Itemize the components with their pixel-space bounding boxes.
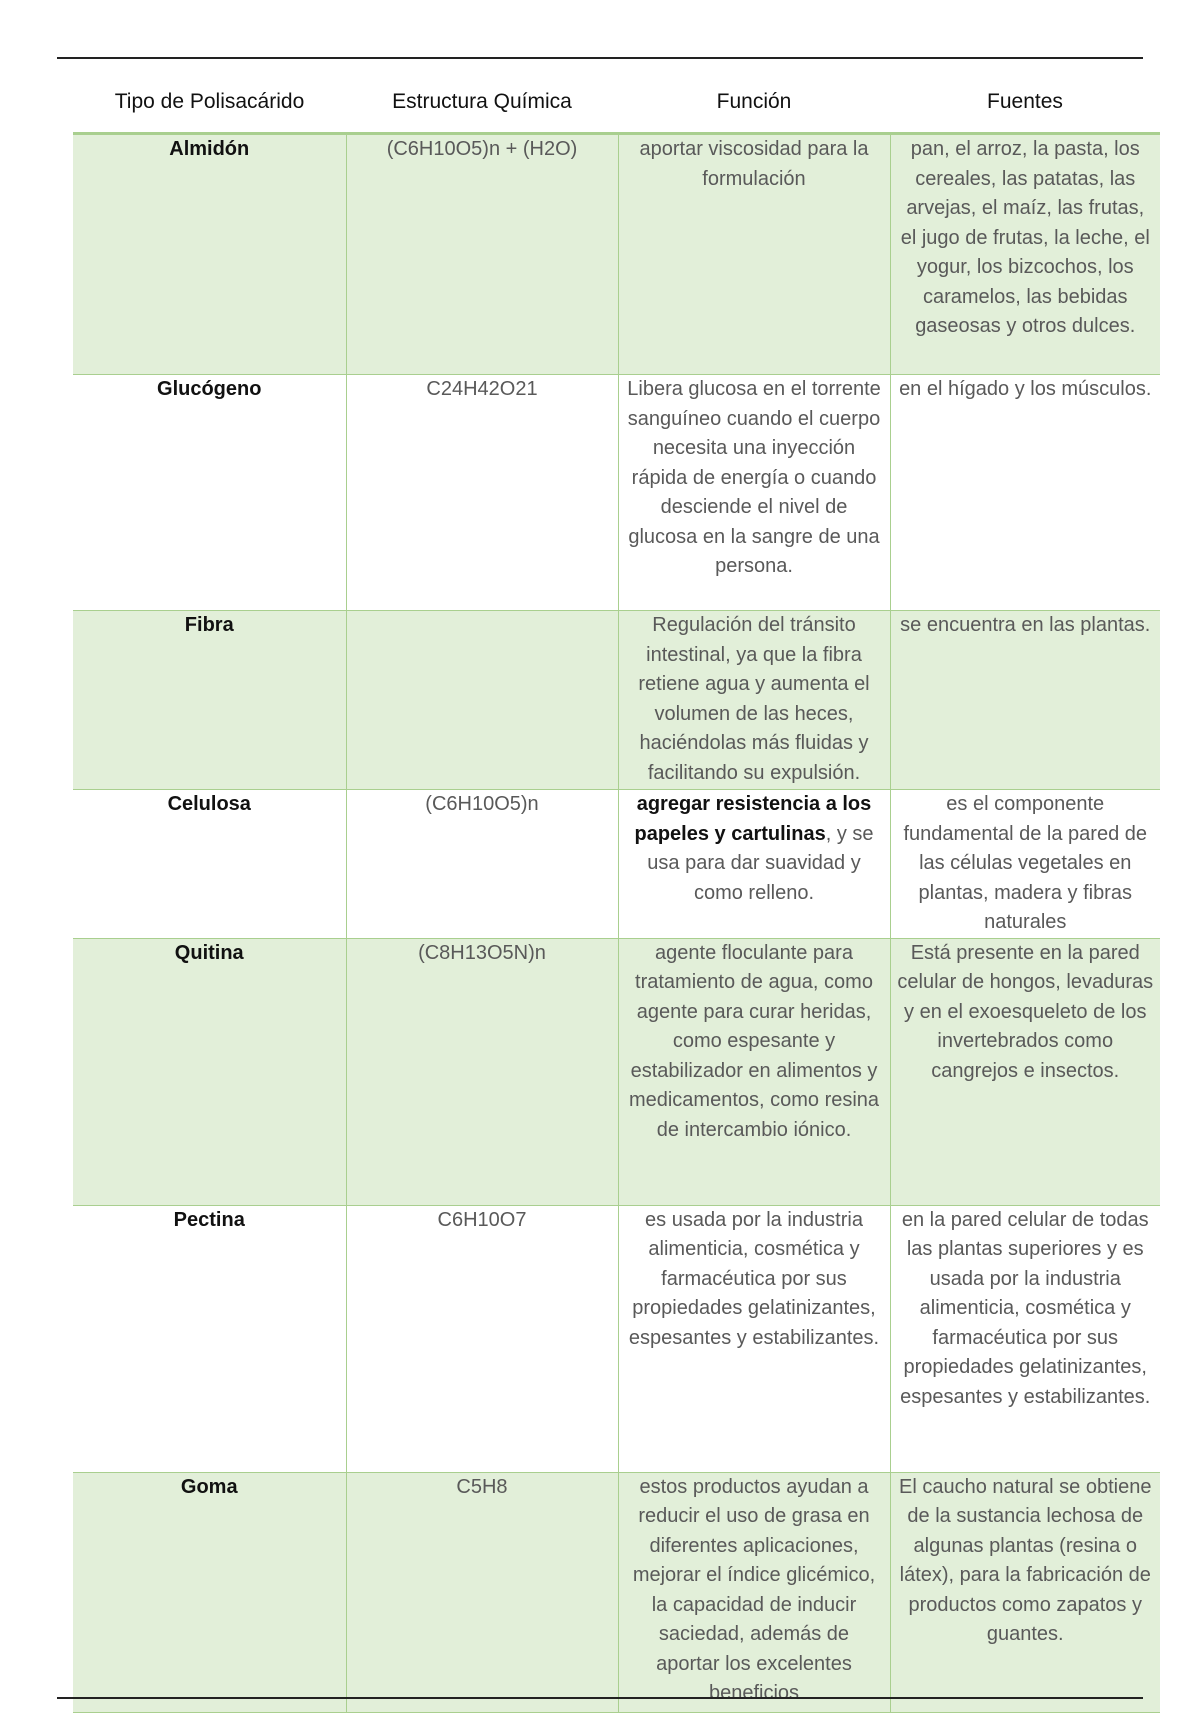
- row-goma: [73, 1472, 1160, 1712]
- cell-funcion: agente floculante para tratamiento de agua, como agente para curar heridas, como espesante y estabilizador en alimentos y medicamentos, como resina de intercambio iónico.: [618, 938, 890, 1205]
- cell-fuentes: El caucho natural se obtiene de la sustancia lechosa de algunas plantas (resina o látex), para la fabricación de productos como zapatos y guantes.: [890, 1472, 1160, 1712]
- cell-funcion: [618, 790, 890, 939]
- cell-estructura: C6H10O7: [346, 1205, 618, 1472]
- header-funcion: Función: [618, 72, 890, 134]
- bottom-rule: [57, 1697, 1143, 1699]
- cell-tipo: Quitina: [73, 938, 346, 1205]
- cell-fuentes: es el componente fundamental de la pared de las células vegetales en plantas, madera y fibras naturales: [890, 790, 1160, 939]
- cell-tipo: Pectina: [73, 1205, 346, 1472]
- cell-estructura: [346, 611, 618, 790]
- header-row: [73, 72, 1160, 134]
- cell-fuentes: Está presente en la pared celular de hongos, levaduras y en el exoesqueleto de los invertebrados como cangrejos e insectos.: [890, 938, 1160, 1205]
- header-fuentes: Fuentes: [890, 72, 1160, 134]
- cell-funcion: estos productos ayudan a reducir el uso de grasa en diferentes aplicaciones, mejorar el índice glicémico, la capacidad de inducir saciedad, además de aportar los excelentes beneficios: [618, 1472, 890, 1712]
- polysaccharide-table: [73, 72, 1160, 1713]
- cell-estructura: (C8H13O5N)n: [346, 938, 618, 1205]
- row-celulosa: [73, 790, 1160, 939]
- cell-estructura: C5H8: [346, 1472, 618, 1712]
- cell-estructura: (C6H10O5)n: [346, 790, 618, 939]
- top-rule: [57, 57, 1143, 59]
- cell-fuentes: se encuentra en las plantas.: [890, 611, 1160, 790]
- row-pectina: [73, 1205, 1160, 1472]
- cell-fuentes: en el hígado y los músculos.: [890, 375, 1160, 611]
- funcion-bold-text: agregar resistencia a los papeles y cartulinas: [634, 793, 872, 845]
- cell-tipo: Almidón: [73, 134, 346, 375]
- cell-tipo: Glucógeno: [73, 375, 346, 611]
- cell-funcion: es usada por la industria alimenticia, cosmética y farmacéutica por sus propiedades gelatinizantes, espesantes y estabilizantes.: [618, 1205, 890, 1472]
- cell-tipo: Goma: [73, 1472, 346, 1712]
- cell-estructura: (C6H10O5)n + (H2O): [346, 134, 618, 375]
- cell-funcion: Regulación del tránsito intestinal, ya que la fibra retiene agua y aumenta el volumen de las heces, haciéndolas más fluidas y facilitando su expulsión.: [618, 611, 890, 790]
- row-quitina: [73, 938, 1160, 1205]
- header-tipo: Tipo de Polisacárido: [73, 72, 346, 134]
- row-fibra: [73, 611, 1160, 790]
- row-almidon: [73, 134, 1160, 375]
- cell-fuentes: pan, el arroz, la pasta, los cereales, las patatas, las arvejas, el maíz, las frutas, el jugo de frutas, la leche, el yogur, los bizcochos, los caramelos, las bebidas gaseosas y otros dulces.: [890, 134, 1160, 375]
- cell-estructura: C24H42O21: [346, 375, 618, 611]
- cell-fuentes: en la pared celular de todas las plantas superiores y es usada por la industria alimenticia, cosmética y farmacéutica por sus propiedades gelatinizantes, espesantes y estabilizantes.: [890, 1205, 1160, 1472]
- funcion-rest-text: , y se usa para dar suavidad y como relleno.: [647, 822, 874, 904]
- cell-funcion: aportar viscosidad para la formulación: [618, 134, 890, 375]
- cell-tipo: Celulosa: [73, 790, 346, 939]
- cell-tipo: Fibra: [73, 611, 346, 790]
- row-glucogeno: [73, 375, 1160, 611]
- header-estructura: Estructura Química: [346, 72, 618, 134]
- cell-funcion: Libera glucosa en el torrente sanguíneo cuando el cuerpo necesita una inyección rápida de energía o cuando desciende el nivel de glucosa en la sangre de una persona.: [618, 375, 890, 611]
